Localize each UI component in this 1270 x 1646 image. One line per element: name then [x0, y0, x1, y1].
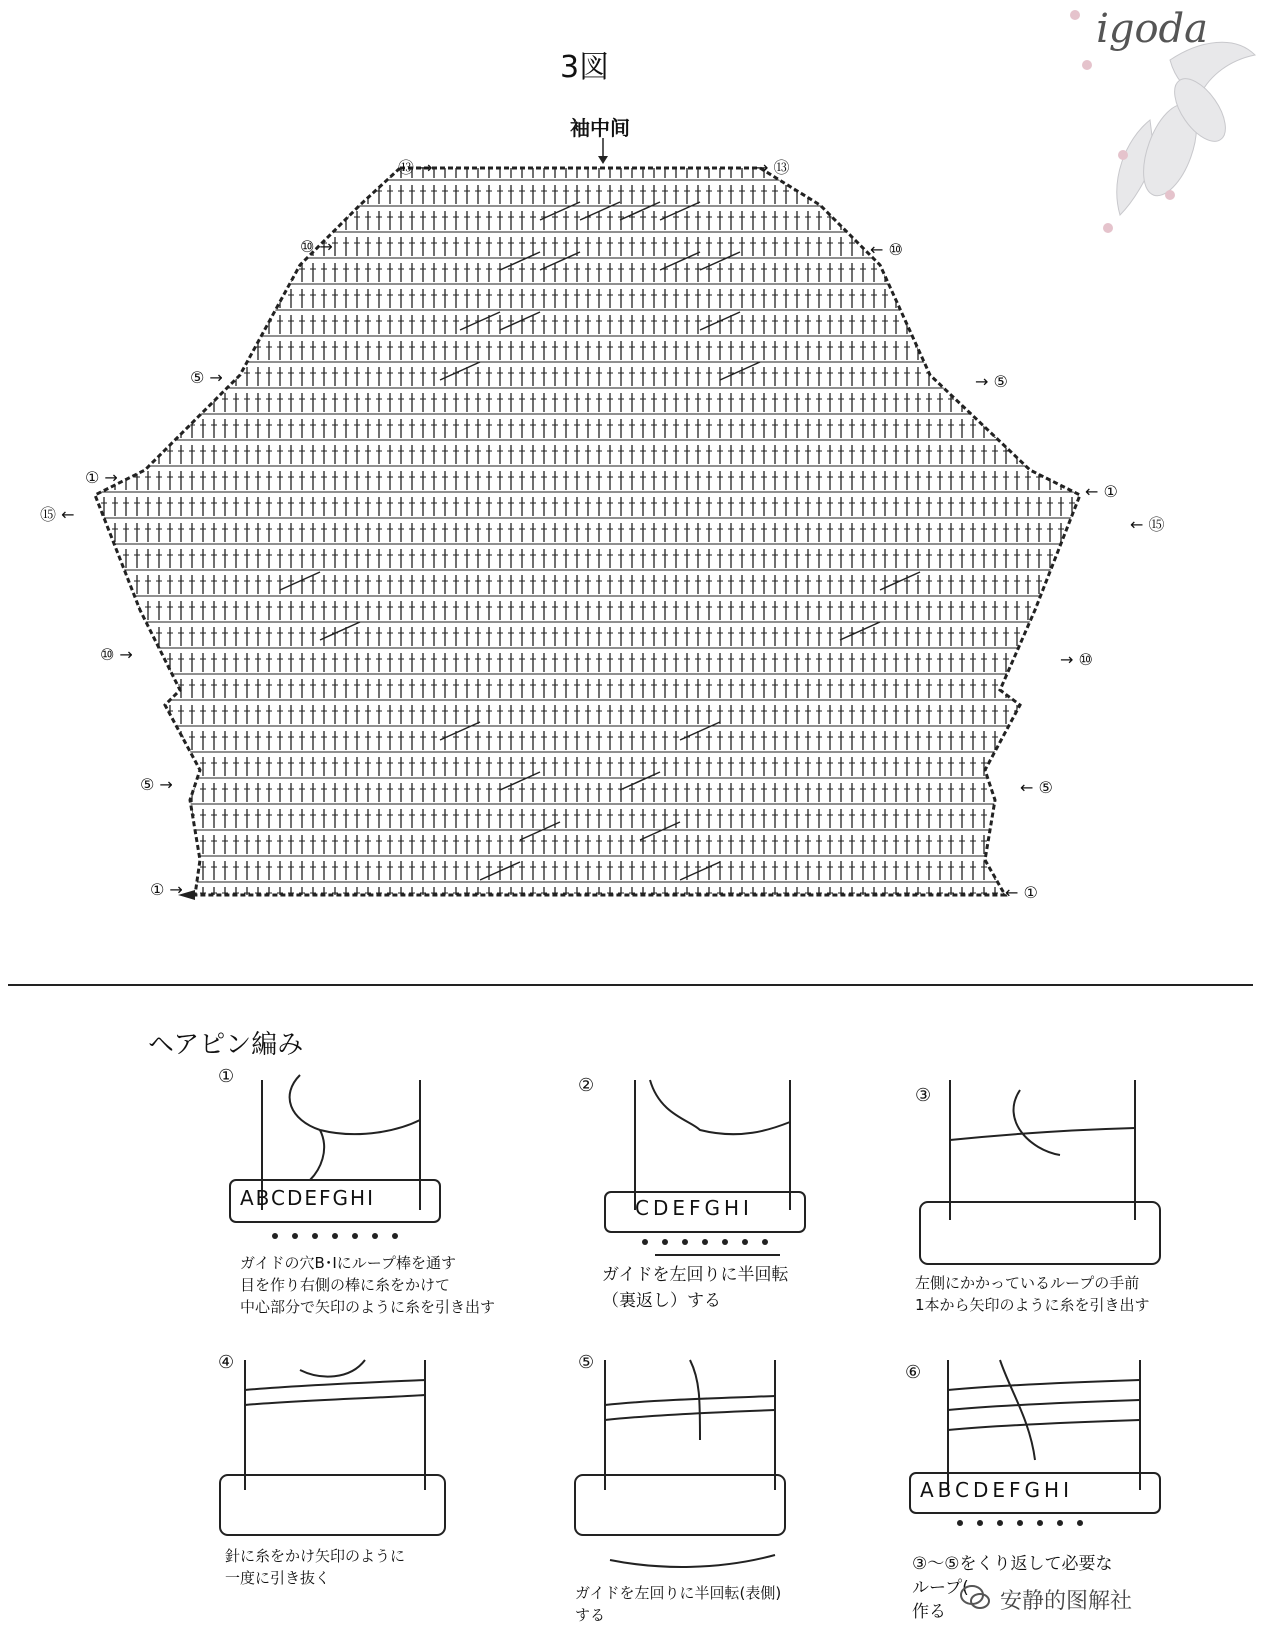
wechat-icon — [960, 1582, 990, 1612]
step-4-illustration — [220, 1360, 445, 1535]
watermark-text: 安静的图解社 — [1000, 1589, 1133, 1614]
step-3-caption: 左側にかかっているループの手前 1本から矢印のように糸を引き出す — [915, 1274, 1150, 1314]
row-marker-left-10: ⑩ → — [300, 237, 333, 256]
step-1-caption: ガイドの穴B･Iにループ棒を通す 目を作り右側の棒に糸をかけて 中心部分で矢印のように糸を引き出す — [240, 1254, 496, 1316]
row-marker-left-13: ⑬ → — [398, 158, 433, 177]
step-5-illustration — [575, 1360, 785, 1567]
step-5-caption: ガイドを左回りに半回転(表側) する — [575, 1584, 782, 1624]
step-5-number: ⑤ — [578, 1352, 595, 1373]
row-marker-left-1: ① → — [85, 468, 118, 487]
row-marker-right-10: ← ⑩ — [870, 240, 903, 259]
brand-logo-text: igoda — [1096, 6, 1208, 52]
guide-holes-step-6 — [957, 1520, 1083, 1526]
figure-title: 3図 — [560, 50, 610, 85]
row-marker-right-1b: ← ① — [1005, 883, 1038, 902]
row-marker-right-5: → ⑤ — [975, 372, 1008, 391]
step-6-guide-letters: ABCDEFGHI — [920, 1478, 1073, 1502]
row-marker-left-1b: ① → — [150, 880, 183, 899]
stitch-grid — [90, 160, 1090, 900]
step-1-guide-letters: ABCDEFGHI — [240, 1186, 375, 1210]
row-marker-right-10b: → ⑩ — [1060, 650, 1093, 669]
row-marker-left-15: ⑮ ← — [40, 505, 75, 524]
step-4-number: ④ — [218, 1352, 235, 1373]
step-3-illustration — [920, 1080, 1160, 1264]
step-2-illustration — [605, 1080, 805, 1255]
step-4-caption: 針に糸をかけ矢印のように 一度に引き抜く — [225, 1547, 406, 1587]
step-2-number: ② — [578, 1075, 595, 1096]
step-2-caption: ガイドを左回りに半回転 （裏返し）する — [602, 1265, 789, 1311]
step-6-number: ⑥ — [905, 1362, 922, 1383]
step-3-number: ③ — [915, 1085, 932, 1106]
row-marker-right-15: ← ⑮ — [1130, 515, 1165, 534]
section-divider — [8, 984, 1253, 986]
row-marker-right-13: → ⑬ — [755, 158, 790, 177]
row-marker-right-5b: ← ⑤ — [1020, 778, 1053, 797]
hairpin-step-illustrations — [0, 1060, 1270, 1580]
row-marker-right-1: ← ① — [1085, 482, 1118, 501]
step-6-caption: ③～⑤をくり返して必要な ループ( 作る — [912, 1554, 1113, 1622]
row-marker-left-5b: ⑤ → — [140, 775, 173, 794]
row-marker-left-5: ⑤ → — [190, 368, 223, 387]
step-1-number: ① — [218, 1066, 235, 1087]
hairpin-section-title: ヘアピン編み — [148, 1030, 304, 1060]
step-2-guide-letters: CDEFGHI — [635, 1196, 753, 1220]
sleeve-center-label: 袖中间 — [570, 116, 630, 140]
guide-holes-step-1 — [272, 1233, 398, 1239]
row-marker-left-10b: ⑩ → — [100, 645, 133, 664]
guide-holes-step-2 — [642, 1239, 768, 1245]
